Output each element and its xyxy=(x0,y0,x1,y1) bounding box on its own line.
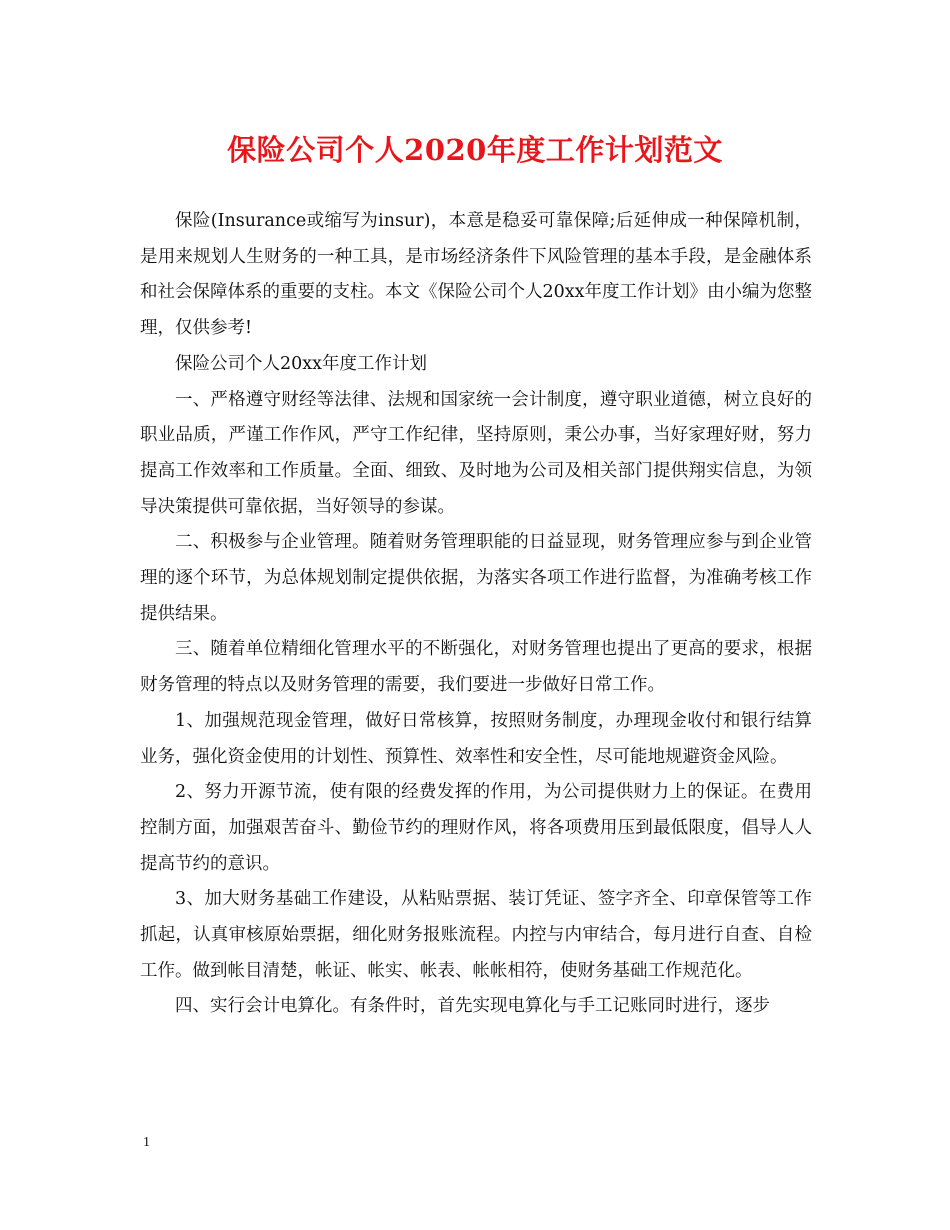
paragraph-4: 四、实行会计电算化。有条件时，首先实现电算化与手工记账同时进行，逐步 xyxy=(175,996,770,1017)
document-body xyxy=(140,204,812,1025)
section-heading: 保险公司个人20xx年度工作计划 xyxy=(175,353,428,374)
document-title: 保险公司个人2020年度工作计划范文 xyxy=(227,133,723,167)
page-number: 1 xyxy=(143,1135,150,1150)
paragraph-2: 二、积极参与企业管理。随着财务管理职能的日益显现，财务管理应参与到企业管理的逐个环节，为总体规划制定提供依据，为落实各项工作进行监督，为准确考核工作提供结果。 xyxy=(140,532,812,624)
intro-paragraph: 保险(Insurance或缩写为insur)，本意是稳妥可靠保障;后延伸成一种保障机制，是用来规划人生财务的一种工具，是市场经济条件下风险管理的基本手段，是金融体系和社会保障体系的重要的支柱。本文《保险公司个人20xx年度工作计划》由小编为您整理，仅供参考! xyxy=(140,211,813,339)
paragraph-3-3: 3、加大财务基础工作建设，从粘贴票据、装订凭证、签字齐全、印章保管等工作抓起，认真审核原始票据，细化财务报账流程。内控与内审结合，每月进行自查、自检工作。做到帐目清楚，帐证、帐实、帐表、帐帐相符，使财务基础工作规范化。 xyxy=(140,889,812,981)
paragraph-3-1: 1、加强规范现金管理，做好日常核算，按照财务制度，办理现金收付和银行结算业务，强化资金使用的计划性、预算性、效率性和安全性，尽可能地规避资金风险。 xyxy=(140,710,812,767)
paragraph-3-2: 2、努力开源节流，使有限的经费发挥的作用，为公司提供财力上的保证。在费用控制方面，加强艰苦奋斗、勤俭节约的理财作风，将各项费用压到最低限度，倡导人人提高节约的意识。 xyxy=(140,782,812,874)
paragraph-3: 三、随着单位精细化管理水平的不断强化，对财务管理也提出了更高的要求，根据财务管理的特点以及财务管理的需要，我们要进一步做好日常工作。 xyxy=(140,639,812,696)
paragraph-1: 一、严格遵守财经等法律、法规和国家统一会计制度，遵守职业道德，树立良好的职业品质，严谨工作作风，严守工作纪律，坚持原则，秉公办事，当好家理好财，努力提高工作效率和工作质量。全面、细致、及时地为公司及相关部门提供翔实信息，为领导决策提供可靠依据，当好领导的参谋。 xyxy=(140,389,812,517)
